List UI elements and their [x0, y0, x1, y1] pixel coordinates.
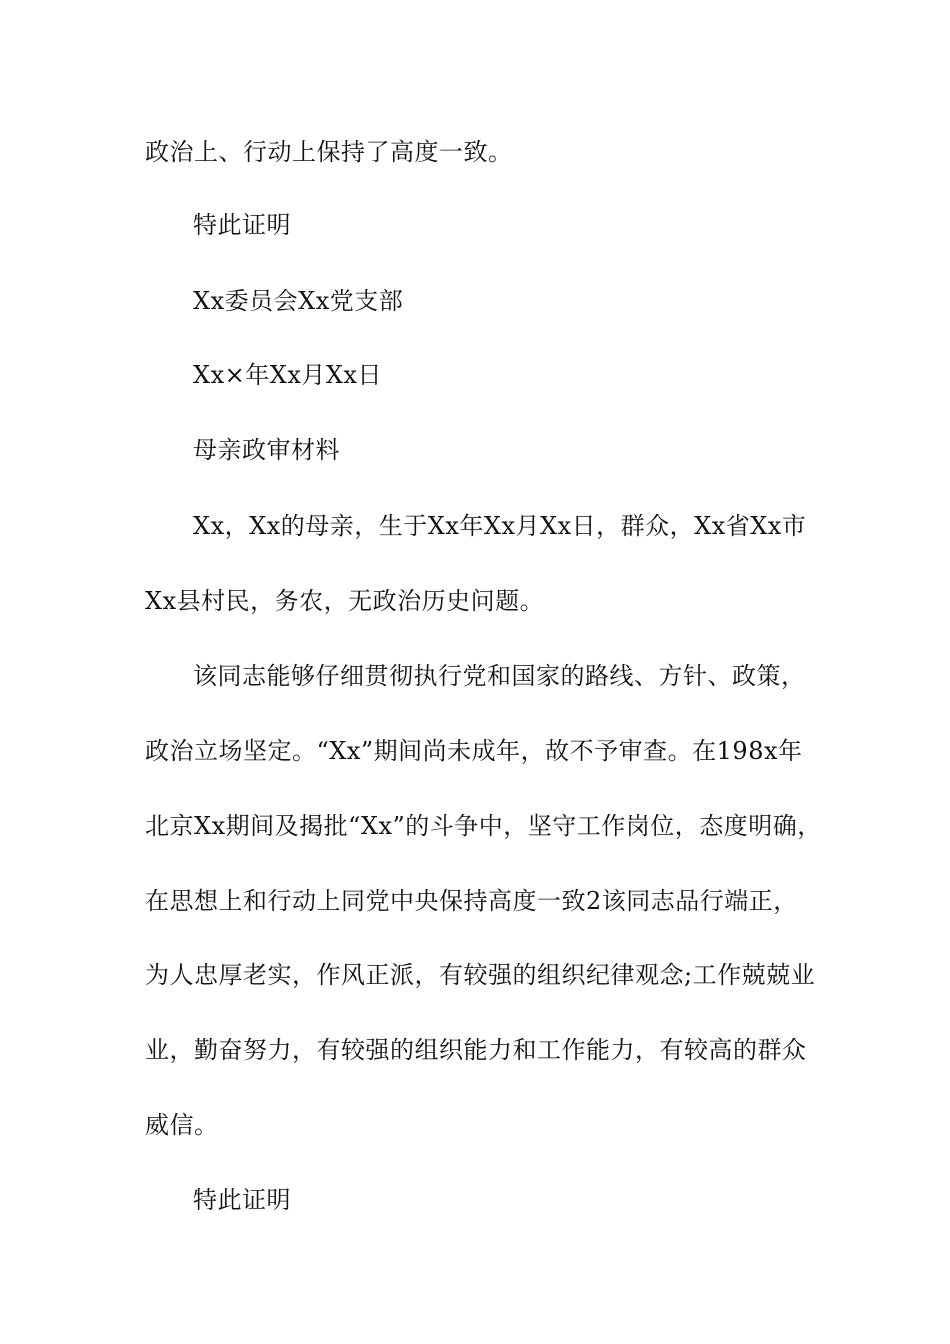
text-line: Xx县村民，务农，无政治历史问题。 — [145, 587, 545, 615]
text-line: Xx，Xx的母亲，生于Xx年Xx月Xx日，群众，Xx省Xx市 — [193, 512, 807, 540]
text-line: 业，勤奋努力，有较强的组织能力和工作能力，有较高的群众 — [145, 1036, 807, 1064]
text-line: 该同志能够仔细贯彻执行党和国家的路线、方针、政策， — [193, 662, 806, 690]
text-line: 特此证明 — [193, 211, 291, 239]
text-line: 在思想上和行动上同党中央保持高度一致2该同志品行端正， — [145, 887, 798, 915]
text-line: 为人忠厚老实，作风正派，有较强的组织纪律观念;工作兢兢业 — [145, 961, 816, 989]
section-title: 母亲政审材料 — [193, 436, 340, 464]
text-line: 北京Xx期间及揭批“Xx”的斗争中，坚守工作岗位，态度明确， — [145, 812, 822, 840]
text-line: 政治立场坚定。“Xx”期间尚未成年，故不予审查。在198x年 — [145, 737, 803, 765]
text-line: 政治上、行动上保持了高度一致。 — [145, 138, 513, 166]
text-line: 特此证明 — [193, 1186, 291, 1214]
text-line: Xx委员会Xx党支部 — [193, 287, 404, 315]
text-line: 威信。 — [145, 1111, 219, 1139]
text-line: Xx×年Xx月Xx日 — [193, 361, 382, 389]
